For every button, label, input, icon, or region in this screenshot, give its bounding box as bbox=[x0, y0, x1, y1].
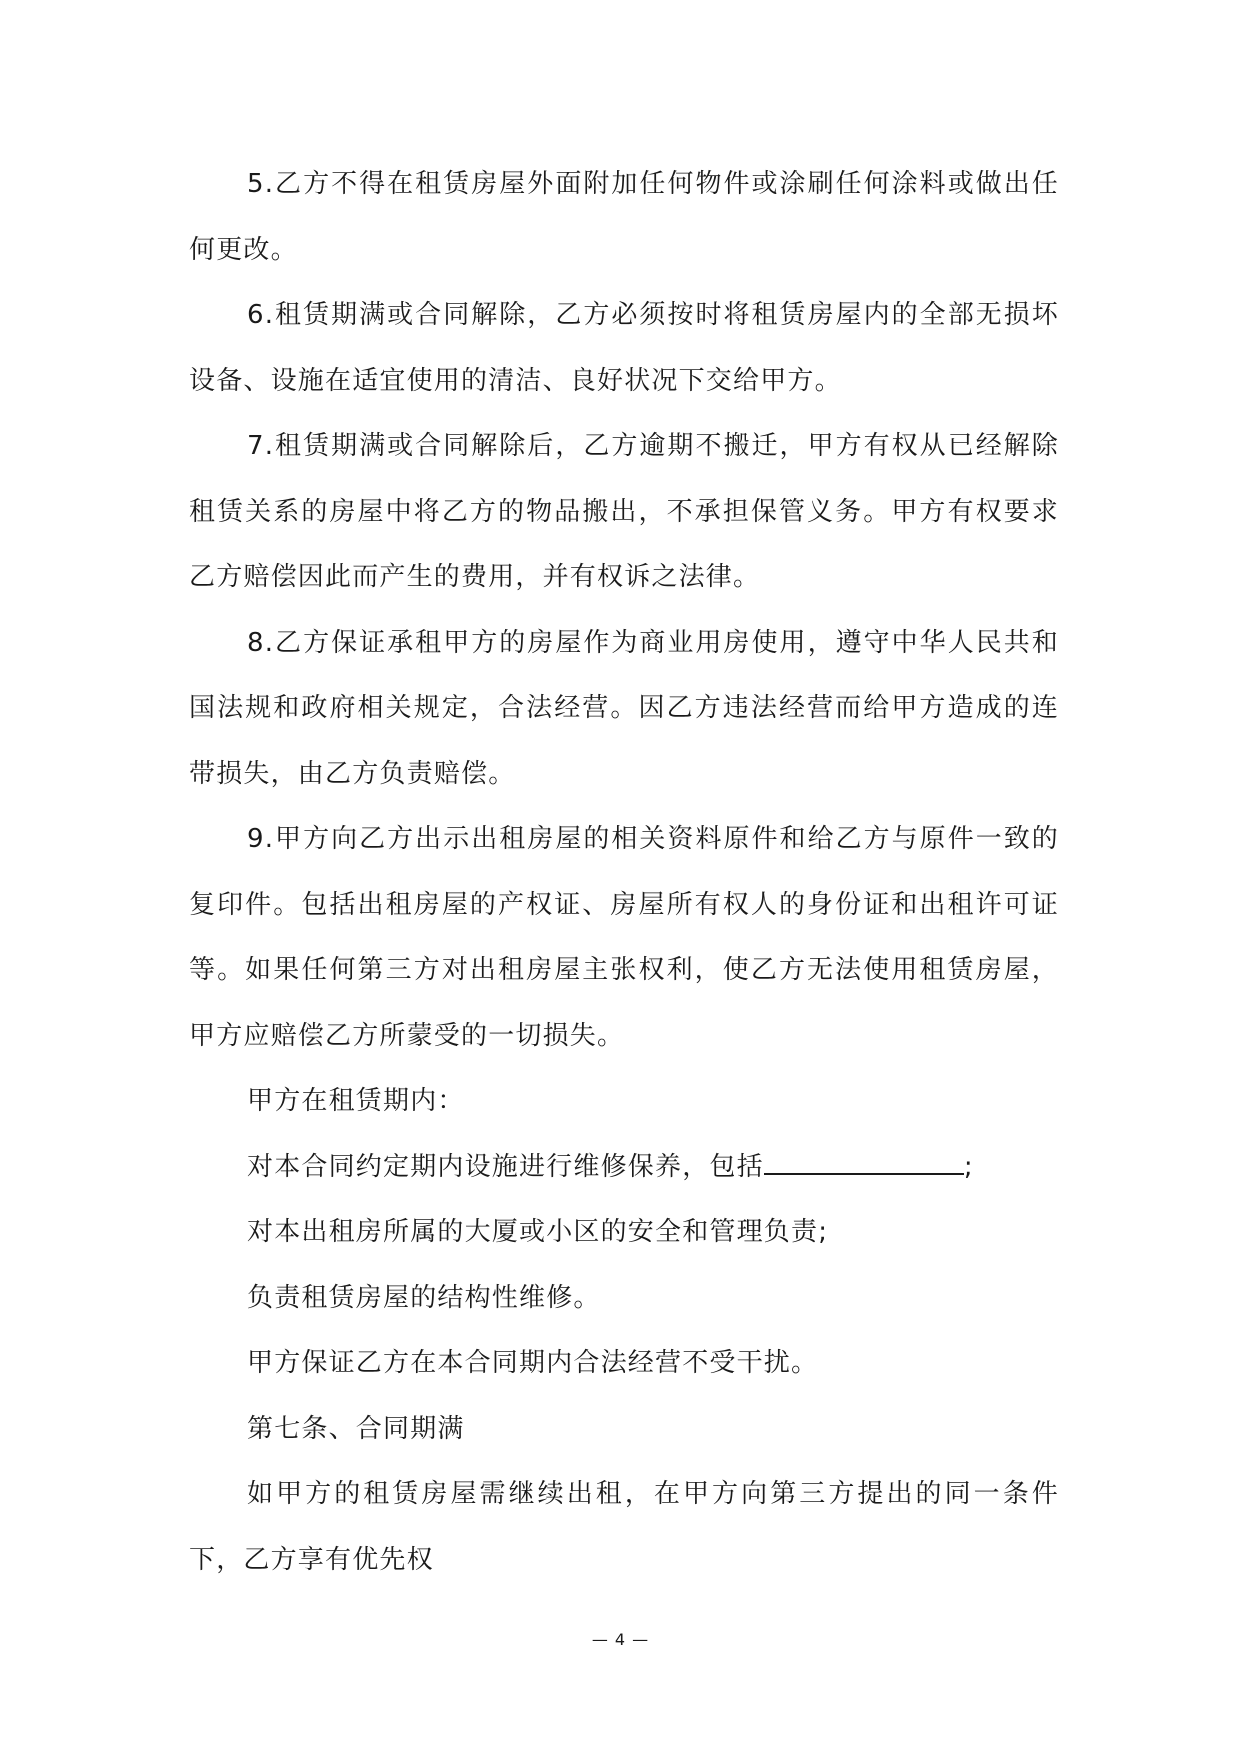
page-number: — 4 — bbox=[591, 1630, 650, 1649]
maintenance-text: 对本合同约定期内设施进行维修保养，包括 bbox=[247, 1151, 764, 1182]
article-7-heading: 第七条、合同期满 bbox=[247, 1413, 465, 1444]
clause-5: 5.乙方不得在租赁房屋外面附加任何物件或涂刷任何涂料或做出任何更改。 bbox=[189, 169, 1059, 265]
lawful-operation-guarantee: 甲方保证乙方在本合同期内合法经营不受干扰。 bbox=[247, 1348, 819, 1378]
party-a-obligations-heading: 甲方在租赁期内： bbox=[247, 1086, 465, 1116]
clause-6: 6.租赁期满或合同解除，乙方必须按时将租赁房屋内的全部无损坏设备、设施在适宜使用的清洁、良好状况下交给甲方。 bbox=[189, 300, 1059, 396]
document-body bbox=[189, 152, 1059, 1593]
structural-repair-obligation: 负责租赁房屋的结构性维修。 bbox=[247, 1282, 601, 1313]
maintenance-obligation bbox=[189, 1135, 1059, 1201]
clause-9: 9.甲方向乙方出示出租房屋的相关资料原件和给乙方与原件一致的复印件。包括出租房屋的产权证、房屋所有权人的身份证和出租许可证等。如果任何第三方对出租房屋主张权利，使乙方无法使用租赁房屋，甲方应赔偿乙方所蒙受的一切损失。 bbox=[189, 824, 1059, 1051]
clause-7: 7.租赁期满或合同解除后，乙方逾期不搬迁，甲方有权从已经解除租赁关系的房屋中将乙方的物品搬出，不承担保管义务。甲方有权要求乙方赔偿因此而产生的费用，并有权诉之法律。 bbox=[189, 431, 1059, 592]
security-obligation: 对本出租房所属的大厦或小区的安全和管理负责; bbox=[247, 1217, 829, 1247]
maintenance-suffix: ; bbox=[963, 1151, 974, 1182]
clause-8: 8.乙方保证承租甲方的房屋作为商业用房使用，遵守中华人民共和国法规和政府相关规定，合法经营。因乙方违法经营而给甲方造成的连带损失，由乙方负责赔偿。 bbox=[189, 627, 1059, 789]
renewal-priority-clause: 如甲方的租赁房屋需继续出租，在甲方向第三方提出的同一条件下，乙方享有优先权 bbox=[189, 1479, 1059, 1575]
maintenance-fill-blank bbox=[764, 1153, 964, 1175]
